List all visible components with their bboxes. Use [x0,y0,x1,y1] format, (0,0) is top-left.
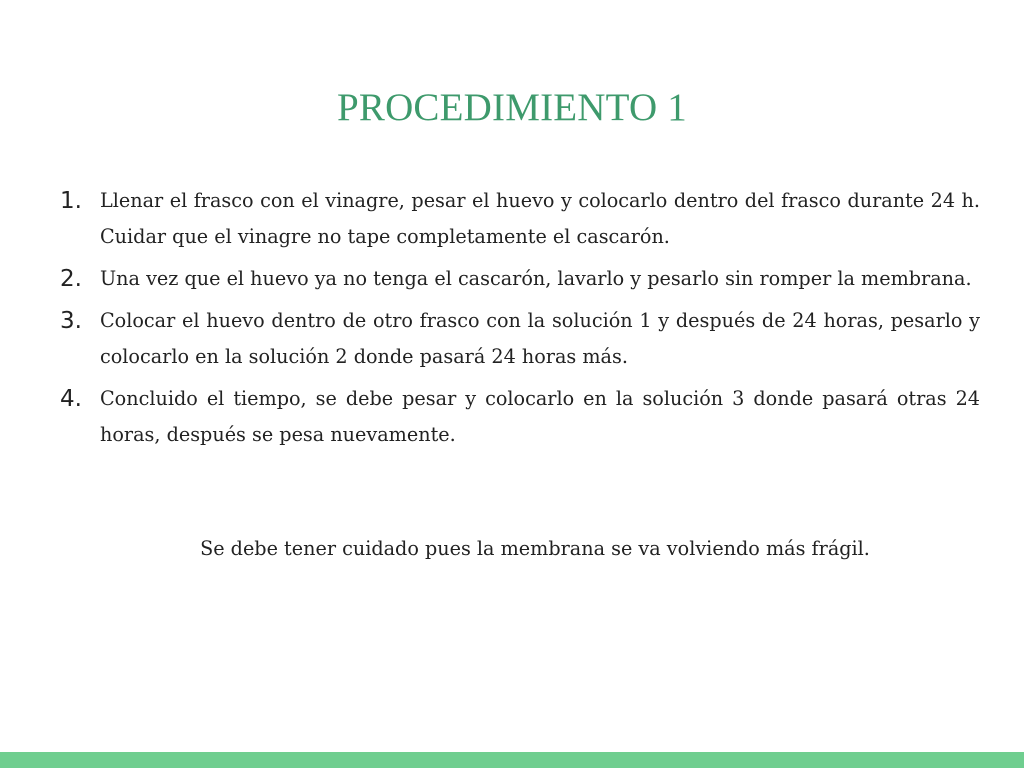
step-text: Llenar el frasco con el vinagre, pesar el huevo y colocarlo dentro del frasco durante 24 h. Cuidar que el vinagre no tape completamente el cascarón. [100,189,980,248]
step-text: Colocar el huevo dentro de otro frasco con la solución 1 y después de 24 horas, pesarlo y colocarlo en la solución 2 donde pasará 24 horas más. [100,309,980,368]
step-number: 4. [60,386,82,412]
step-item [60,261,980,297]
step-text: Una vez que el huevo ya no tenga el cascarón, lavarlo y pesarlo sin romper la membrana. [100,267,972,290]
caution-note: Se debe tener cuidado pues la membrana se va volviendo más frágil. [200,537,870,560]
step-item [60,303,980,375]
step-item [60,381,980,453]
step-text: Concluido el tiempo, se debe pesar y colocarlo en la solución 3 donde pasará otras 24 horas, después se pesa nuevamente. [100,387,980,446]
footer-accent-bar [0,752,1024,768]
step-number: 1. [60,188,82,214]
procedure-steps [60,183,980,459]
slide-title: PROCEDIMIENTO 1 [336,86,688,129]
step-number: 3. [60,308,82,334]
step-item [60,183,980,255]
step-number: 2. [60,266,82,292]
